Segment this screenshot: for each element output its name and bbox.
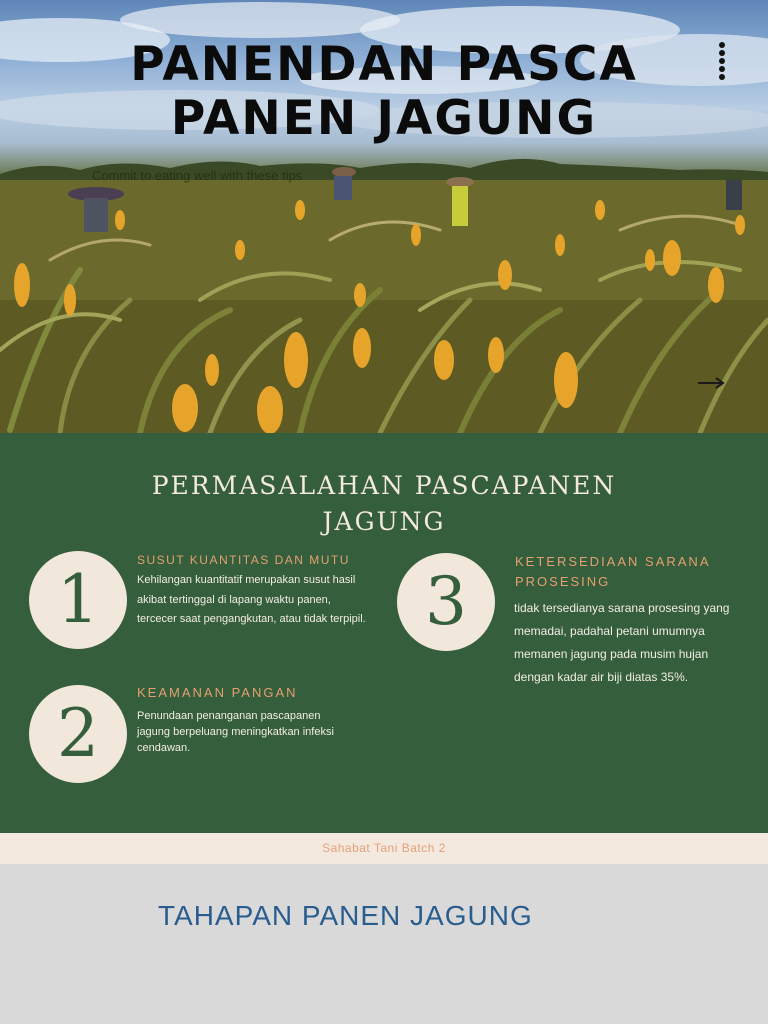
panel-title-line2: JAGUNG (322, 507, 446, 536)
number-2: 2 (57, 695, 99, 772)
section-title: TAHAPAN PANEN JAGUNG (158, 900, 533, 931)
number-circle-1 (29, 551, 127, 649)
problems-panel (0, 433, 768, 833)
hero-title-line1: PANENDAN PASCA (130, 37, 638, 92)
item-3-text: tidak tersedianya sarana prosesing yang memadai, padahal petani umumnya memanen jagung pada musim hujan dengan kadar air biji diatas 35%. (514, 601, 730, 684)
number-circle-3 (397, 553, 495, 651)
item-1-text: Kehilangan kuantitatif merupakan susut hasil akibat tertinggal di lapang waktu panen, tercecer saat pengangkutan, atau tidak terpipil. (137, 574, 366, 625)
item-2-heading: KEAMANAN PANGAN (137, 685, 298, 700)
panel-title-line1: PERMASALAHAN PASCAPANEN (151, 471, 617, 500)
number-circle-2 (29, 685, 127, 783)
number-1: 1 (57, 561, 99, 638)
panel-title (0, 468, 768, 540)
corn-field-image (0, 150, 768, 433)
item-3-heading: KETERSEDIAAN SARANA PROSESING (515, 554, 710, 589)
arrow-right-icon[interactable] (696, 376, 726, 390)
hero-title (0, 38, 768, 146)
item-2-text: Penundaan penanganan pascapanen jagung berpeluang meningkatkan infeksi cendawan. (137, 710, 334, 754)
footer-label: Sahabat Tani Batch 2 (322, 841, 446, 855)
hero-title-line2: PANEN JAGUNG (170, 91, 598, 146)
menu-dots-icon[interactable] (716, 42, 728, 86)
hero-banner (0, 0, 768, 433)
number-3: 3 (425, 563, 467, 640)
item-1-heading: SUSUT KUANTITAS DAN MUTU (137, 553, 350, 567)
footer-strip (0, 833, 768, 864)
harvest-stages-section (0, 864, 768, 1024)
hero-overlay-text: Commit to eating well with these tips (92, 168, 303, 183)
